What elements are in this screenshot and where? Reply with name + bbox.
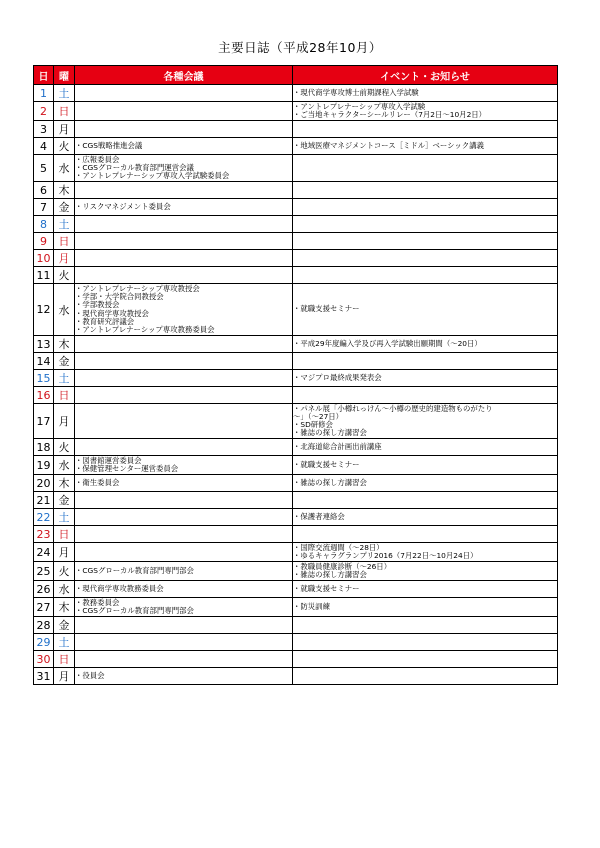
events-cell bbox=[293, 509, 558, 526]
day-row bbox=[34, 216, 558, 233]
events-cell bbox=[293, 182, 558, 199]
day-number: 6 bbox=[34, 182, 54, 199]
day-row bbox=[34, 492, 558, 509]
meetings-cell bbox=[75, 250, 293, 267]
meeting-item: ・衛生委員会 bbox=[75, 477, 120, 487]
day-number: 19 bbox=[34, 456, 54, 475]
meetings-cell bbox=[75, 182, 293, 199]
events-cell bbox=[293, 336, 558, 353]
header-dow: 曜 bbox=[54, 66, 75, 85]
meetings-cell bbox=[75, 562, 293, 581]
day-number: 30 bbox=[34, 651, 54, 668]
day-row bbox=[34, 121, 558, 138]
events-cell bbox=[293, 562, 558, 581]
weekday: 水 bbox=[54, 456, 75, 475]
event-item: ・雑誌の探し方講習会 bbox=[293, 570, 367, 579]
day-row bbox=[34, 267, 558, 284]
meetings-cell bbox=[75, 102, 293, 121]
events-cell bbox=[293, 668, 558, 685]
meeting-item: ・アントレプレナーシップ専攻教務委員会 bbox=[75, 324, 215, 334]
meetings-cell bbox=[75, 284, 293, 336]
event-item: ・ご当地キャラクターシールリレー（7月2日～10月2日） bbox=[293, 110, 487, 119]
meeting-item: ・CGSグローカル教育部門専門部会 bbox=[75, 565, 194, 575]
day-number: 10 bbox=[34, 250, 54, 267]
events-cell bbox=[293, 155, 558, 182]
day-number: 17 bbox=[34, 404, 54, 439]
events-cell bbox=[293, 492, 558, 509]
events-cell bbox=[293, 651, 558, 668]
weekday: 金 bbox=[54, 199, 75, 216]
day-number: 5 bbox=[34, 155, 54, 182]
day-row bbox=[34, 634, 558, 651]
day-row bbox=[34, 562, 558, 581]
day-row bbox=[34, 102, 558, 121]
day-row bbox=[34, 233, 558, 250]
day-row bbox=[34, 456, 558, 475]
meetings-cell bbox=[75, 509, 293, 526]
weekday: 火 bbox=[54, 138, 75, 155]
day-number: 1 bbox=[34, 85, 54, 102]
day-row bbox=[34, 182, 558, 199]
day-row bbox=[34, 284, 558, 336]
day-number: 15 bbox=[34, 370, 54, 387]
day-row bbox=[34, 598, 558, 617]
meeting-item: ・現代商学専攻教務委員会 bbox=[75, 583, 164, 593]
day-number: 23 bbox=[34, 526, 54, 543]
day-number: 12 bbox=[34, 284, 54, 336]
event-item: ・教職員健康診断（～26日） bbox=[293, 561, 392, 571]
weekday: 水 bbox=[54, 284, 75, 336]
events-cell bbox=[293, 617, 558, 634]
meetings-cell bbox=[75, 492, 293, 509]
day-number: 14 bbox=[34, 353, 54, 370]
meeting-item: ・保健管理センター運営委員会 bbox=[75, 464, 179, 473]
event-item: ・就職支援セミナー bbox=[293, 459, 360, 469]
meetings-cell bbox=[75, 598, 293, 617]
meetings-cell bbox=[75, 439, 293, 456]
weekday: 金 bbox=[54, 617, 75, 634]
meeting-item: ・学部・大学院合同教授会 bbox=[75, 292, 164, 302]
events-cell bbox=[293, 216, 558, 233]
meeting-item: ・CGSグローカル教育部門運営会議 bbox=[75, 162, 194, 172]
events-cell bbox=[293, 581, 558, 598]
weekday: 土 bbox=[54, 509, 75, 526]
meeting-item: ・広報委員会 bbox=[75, 154, 120, 164]
weekday: 月 bbox=[54, 121, 75, 138]
page-title: 主要日誌（平成28年10月） bbox=[218, 40, 382, 55]
header-meetings: 各種会議 bbox=[75, 66, 293, 85]
weekday: 火 bbox=[54, 267, 75, 284]
event-item: ・就職支援セミナー bbox=[293, 583, 360, 593]
weekday: 水 bbox=[54, 581, 75, 598]
meetings-cell bbox=[75, 387, 293, 404]
events-cell bbox=[293, 456, 558, 475]
weekday: 火 bbox=[54, 562, 75, 581]
meetings-cell bbox=[75, 199, 293, 216]
event-item: ・平成29年度編入学及び再入学試験出願期間（～20日） bbox=[293, 338, 482, 348]
day-number: 20 bbox=[34, 475, 54, 492]
events-cell bbox=[293, 121, 558, 138]
event-item: ・北海道総合計画出前講座 bbox=[293, 441, 382, 451]
day-row bbox=[34, 155, 558, 182]
events-cell bbox=[293, 250, 558, 267]
meetings-cell bbox=[75, 353, 293, 370]
weekday: 日 bbox=[54, 651, 75, 668]
event-item: ・国際交流週間（～28日） bbox=[293, 542, 384, 552]
events-cell bbox=[293, 199, 558, 216]
day-row bbox=[34, 138, 558, 155]
header-row bbox=[34, 66, 558, 85]
weekday: 金 bbox=[54, 492, 75, 509]
day-number: 2 bbox=[34, 102, 54, 121]
event-item: ・雑誌の探し方講習会 bbox=[293, 477, 367, 487]
events-cell bbox=[293, 439, 558, 456]
meetings-cell bbox=[75, 138, 293, 155]
day-row bbox=[34, 404, 558, 439]
events-cell bbox=[293, 284, 558, 336]
events-cell bbox=[293, 102, 558, 121]
day-number: 18 bbox=[34, 439, 54, 456]
day-number: 7 bbox=[34, 199, 54, 216]
day-row bbox=[34, 387, 558, 404]
day-row bbox=[34, 651, 558, 668]
meetings-cell bbox=[75, 456, 293, 475]
meetings-cell bbox=[75, 634, 293, 651]
day-row bbox=[34, 543, 558, 562]
weekday: 木 bbox=[54, 182, 75, 199]
meeting-item: ・現代商学専攻教授会 bbox=[75, 308, 149, 318]
day-number: 4 bbox=[34, 138, 54, 155]
day-row bbox=[34, 475, 558, 492]
meetings-cell bbox=[75, 668, 293, 685]
meetings-cell bbox=[75, 216, 293, 233]
day-number: 26 bbox=[34, 581, 54, 598]
meetings-cell bbox=[75, 526, 293, 543]
weekday: 日 bbox=[54, 526, 75, 543]
weekday: 日 bbox=[54, 387, 75, 404]
events-cell bbox=[293, 634, 558, 651]
events-cell bbox=[293, 353, 558, 370]
event-item: ・就職支援セミナー bbox=[293, 304, 360, 314]
weekday: 日 bbox=[54, 102, 75, 121]
meeting-item: ・リスクマネジメント委員会 bbox=[75, 201, 171, 211]
day-number: 24 bbox=[34, 543, 54, 562]
day-row bbox=[34, 509, 558, 526]
weekday: 木 bbox=[54, 598, 75, 617]
day-number: 22 bbox=[34, 509, 54, 526]
diary-table bbox=[33, 65, 558, 685]
day-number: 16 bbox=[34, 387, 54, 404]
events-cell bbox=[293, 598, 558, 617]
day-row bbox=[34, 370, 558, 387]
event-item: ～」（～27日） bbox=[293, 411, 344, 421]
event-item: ・防災訓練 bbox=[293, 601, 330, 611]
day-number: 3 bbox=[34, 121, 54, 138]
header-events: イベント・お知らせ bbox=[293, 66, 558, 85]
meetings-cell bbox=[75, 581, 293, 598]
day-row bbox=[34, 526, 558, 543]
day-row bbox=[34, 250, 558, 267]
weekday: 日 bbox=[54, 233, 75, 250]
day-row bbox=[34, 85, 558, 102]
event-item: ・マジプロ最終成果発表会 bbox=[293, 372, 382, 382]
weekday: 土 bbox=[54, 370, 75, 387]
events-cell bbox=[293, 526, 558, 543]
meetings-cell bbox=[75, 651, 293, 668]
day-number: 31 bbox=[34, 668, 54, 685]
day-number: 11 bbox=[34, 267, 54, 284]
event-item: ・ゆるキャラグランプリ2016（7月22日～10月24日） bbox=[293, 551, 478, 560]
meetings-cell bbox=[75, 617, 293, 634]
events-cell bbox=[293, 404, 558, 439]
weekday: 月 bbox=[54, 543, 75, 562]
event-item: ・保護者連絡会 bbox=[293, 511, 345, 521]
meeting-item: ・教務委員会 bbox=[75, 597, 120, 607]
meetings-cell bbox=[75, 267, 293, 284]
day-row bbox=[34, 199, 558, 216]
weekday: 水 bbox=[54, 155, 75, 182]
day-row bbox=[34, 353, 558, 370]
day-row bbox=[34, 439, 558, 456]
day-number: 28 bbox=[34, 617, 54, 634]
meetings-cell bbox=[75, 404, 293, 439]
day-row bbox=[34, 668, 558, 685]
meeting-item: ・アントレプレナーシップ専攻入学試験委員会 bbox=[75, 171, 230, 181]
day-number: 9 bbox=[34, 233, 54, 250]
meeting-item: ・CGSグローカル教育部門専門部会 bbox=[75, 606, 194, 615]
weekday: 月 bbox=[54, 404, 75, 439]
diary-body bbox=[34, 85, 558, 685]
day-row bbox=[34, 581, 558, 598]
header-day: 日 bbox=[34, 66, 54, 85]
events-cell bbox=[293, 370, 558, 387]
event-item: ・アントレプレナーシップ専攻入学試験 bbox=[293, 101, 426, 111]
meeting-item: ・役員会 bbox=[75, 670, 105, 680]
day-number: 25 bbox=[34, 562, 54, 581]
meetings-cell bbox=[75, 85, 293, 102]
day-number: 13 bbox=[34, 336, 54, 353]
weekday: 土 bbox=[54, 634, 75, 651]
events-cell bbox=[293, 138, 558, 155]
meetings-cell bbox=[75, 543, 293, 562]
weekday: 金 bbox=[54, 353, 75, 370]
event-item: ・SD研修会 bbox=[293, 420, 333, 429]
meetings-cell bbox=[75, 233, 293, 250]
events-cell bbox=[293, 387, 558, 404]
meetings-cell bbox=[75, 121, 293, 138]
events-cell bbox=[293, 85, 558, 102]
meetings-cell bbox=[75, 475, 293, 492]
day-row bbox=[34, 336, 558, 353]
event-item: ・現代商学専攻博士前期課程入学試験 bbox=[293, 87, 419, 97]
meeting-item: ・図書館運営委員会 bbox=[75, 455, 142, 465]
meeting-item: ・CGS戦略推進会議 bbox=[75, 140, 143, 150]
meetings-cell bbox=[75, 370, 293, 387]
day-number: 21 bbox=[34, 492, 54, 509]
weekday: 土 bbox=[54, 85, 75, 102]
meeting-item: ・学部教授会 bbox=[75, 300, 120, 310]
day-row bbox=[34, 617, 558, 634]
day-number: 27 bbox=[34, 598, 54, 617]
weekday: 木 bbox=[54, 475, 75, 492]
weekday: 土 bbox=[54, 216, 75, 233]
events-cell bbox=[293, 233, 558, 250]
day-number: 29 bbox=[34, 634, 54, 651]
weekday: 月 bbox=[54, 250, 75, 267]
events-cell bbox=[293, 543, 558, 562]
weekday: 木 bbox=[54, 336, 75, 353]
day-number: 8 bbox=[34, 216, 54, 233]
event-item: ・地域医療マネジメントコース［ミドル］ベーシック講義 bbox=[293, 140, 484, 150]
events-cell bbox=[293, 267, 558, 284]
events-cell bbox=[293, 475, 558, 492]
weekday: 火 bbox=[54, 439, 75, 456]
meeting-item: ・アントレプレナーシップ専攻教授会 bbox=[75, 283, 200, 293]
meetings-cell bbox=[75, 336, 293, 353]
meetings-cell bbox=[75, 155, 293, 182]
meeting-item: ・教育研究評議会 bbox=[75, 316, 135, 326]
weekday: 月 bbox=[54, 668, 75, 685]
event-item: ・雑誌の探し方講習会 bbox=[293, 428, 367, 438]
event-item: ・パネル展「小樽れっけん～小樽の歴史的建造物ものがたり bbox=[293, 403, 493, 413]
